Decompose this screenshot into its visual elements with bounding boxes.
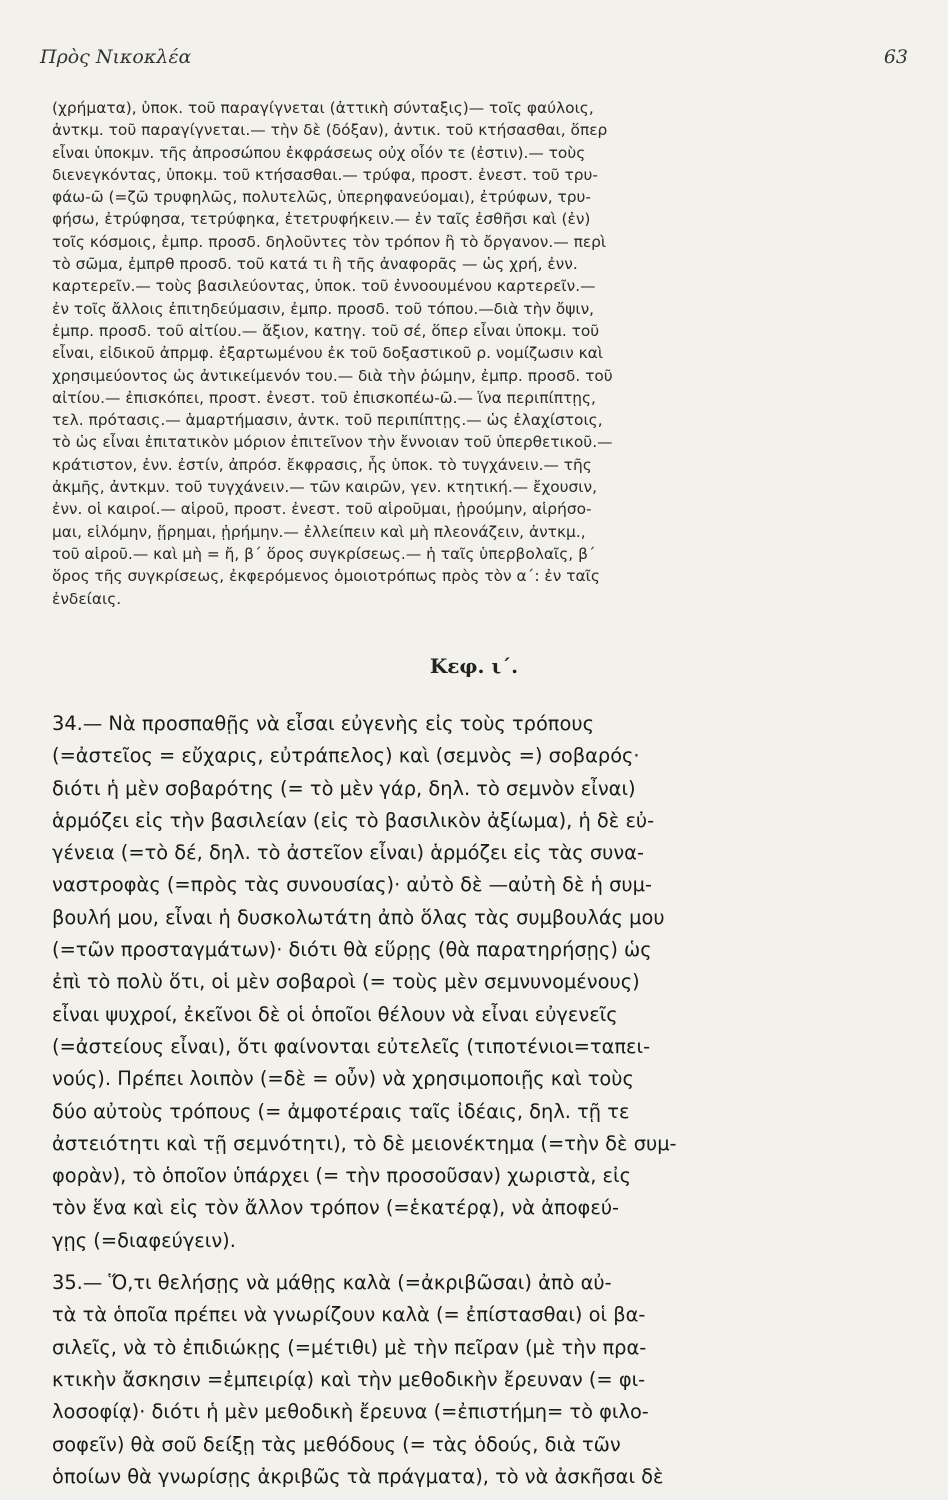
text-line: βουλή μου, εἶναι ἡ δυσκολωτάτη ἀπὸ ὅλας τὰς συμβουλάς μου [52, 905, 665, 929]
text-line: σοφεῖν) θὰ σοῦ δείξῃ τὰς μεθόδους (= τὰς ὁδούς, διὰ τῶν [52, 1432, 621, 1456]
text-line: γένεια (=τὸ δέ, δηλ. τὸ ἀστεῖον εἶναι) ἁρμόζει εἰς τὰς συνα- [52, 841, 644, 865]
commentary-line: τοῦ αἱροῦ.— καὶ μὴ = ἤ, β΄ ὅρος συγκρίσεως.— ἡ ταῖς ὑπερβολαῖς, β΄ [52, 544, 596, 563]
paragraph-gap [52, 1257, 884, 1267]
commentary-line: ὅρος τῆς συγκρίσεως, ἐκφερόμενος ὁμοιοτρόπως πρὸς τὸν α΄: ἐν ταῖς [52, 567, 600, 586]
chapter-heading: Κεφ. ι΄. [429, 654, 519, 678]
commentary-line: (χρήματα), ὑποκ. τοῦ παραγίγνεται (ἀττικὴ σύνταξις)— τοῖς φαύλοις, [52, 99, 594, 117]
commentary-line: εἶναι ὑποκμν. τῆς ἀπροσώπου ἐκφράσεως οὐχ οἷόν τε (ἐστιν).— τοὺς [52, 143, 586, 162]
commentary-line: διενεγκόντας, ὑποκμ. τοῦ κτήσασθαι.— τρύφα, προστ. ἐνεστ. τοῦ τρυ- [52, 165, 598, 184]
commentary-line: ἐνν. οἱ καιροί.— αἱροῦ, προστ. ἐνεστ. τοῦ αἱροῦμαι, ᾑρούμην, αἱρήσο- [52, 500, 592, 519]
text-line: εἶναι ψυχροί, ἐκεῖνοι δὲ οἱ ὁποῖοι θέλουν νὰ εἶναι εὐγενεῖς [52, 1002, 618, 1026]
commentary-line: τοῖς κόσμοις, ἐμπρ. προσδ. δηλοῦντες τὸν τρόπον ἢ τὸ ὄργανον.— περὶ [52, 232, 607, 251]
text-line: τὸν ἕνα καὶ εἰς τὸν ἄλλον τρόπον (=ἑκατέρᾳ), νὰ ἀποφεύ- [52, 1196, 620, 1220]
running-title: Πρὸς Νικοκλέα [40, 46, 192, 68]
text-line: (=ἀστεῖος = εὔχαρις, εὐτράπελος) καὶ (σεμνὸς =) σοβαρός· [52, 744, 640, 768]
text-line: γῃς (=διαφεύγειν). [52, 1228, 236, 1252]
commentary-line: αἰτίου.— ἐπισκόπει, προστ. ἐνεστ. τοῦ ἐπισκοπέω-ῶ.— ἵνα περιπίπτῃς, [52, 388, 596, 407]
commentary-line: τελ. πρότασις.— ἁμαρτήμασιν, ἀντκ. τοῦ περιπίπτῃς.— ὡς ἐλαχίστοις, [52, 411, 603, 430]
text-line: (=ἀστείους εἶναι), ὅτι φαίνονται εὐτελεῖς (τιποτένιοι=ταπει- [52, 1034, 651, 1058]
text-line: διότι ἡ μὲν σοβαρότης (= τὸ μὲν γάρ, δηλ. τὸ σεμνὸν εἶναι) [52, 776, 636, 800]
commentary-line: ἐνδείαις. [52, 589, 122, 608]
text-line: φορὰν), τὸ ὁποῖον ὑπάρχει (= τὴν προσοῦσαν) χωριστὰ, εἰς [52, 1164, 631, 1188]
text-line: λοσοφίᾳ)· διότι ἡ μὲν μεθοδικὴ ἔρευνα (=ἐπιστήμη= τὸ φιλο- [52, 1400, 649, 1424]
commentary-line: μαι, εἱλόμην, ᾕρημαι, ᾑρήμην.— ἐλλείπειν καὶ μὴ πλεονάζειν, ἀντκμ., [52, 522, 586, 541]
text-line: δύο αὐτοὺς τρόπους (= ἀμφοτέραις ταῖς ἰδέαις, δηλ. τῇ τε [52, 1099, 630, 1123]
commentary-line: χρησιμεύοντος ὡς ἀντικείμενόν του.— διὰ τὴν ῥώμην, ἐμπρ. προσδ. τοῦ [52, 366, 613, 385]
text-line: ἀστειότητι καὶ τῇ σεμνότητι), τὸ δὲ μειονέκτημα (=τὴν δὲ συμ- [52, 1131, 677, 1155]
commentary-line: εἶναι, εἰδικοῦ ἀπρμφ. ἐξαρτωμένου ἐκ τοῦ δοξαστικοῦ ρ. νομίζωσιν καὶ [52, 344, 604, 363]
page-number: 63 [883, 46, 908, 68]
commentary-notes [52, 97, 878, 610]
commentary-line: τὸ ὡς εἶναι ἐπιτατικὸν μόριον ἐπιτεῖνον τὴν ἔννοιαν τοῦ ὑπερθετικοῦ.— [52, 433, 613, 452]
text-line: ἁρμόζει εἰς τὴν βασιλείαν (εἰς τὸ βασιλικὸν ἀξίωμα), ἡ δὲ εὐ- [52, 808, 655, 832]
commentary-line: ἀκμῆς, ἀντκμν. τοῦ τυγχάνειν.— τῶν καιρῶν, γεν. κτητική.— ἔχουσιν, [52, 478, 597, 497]
text-line: τὰ τὰ ὁποῖα πρέπει νὰ γνωρίζουν καλὰ (= ἐπίστασθαι) οἱ βα- [52, 1303, 646, 1327]
paragraph-35 [52, 1267, 884, 1493]
text-line: 34.— Νὰ προσπαθῇς νὰ εἶσαι εὐγενὴς εἰς τοὺς τρόπους [52, 712, 594, 735]
text-line: ἐπὶ τὸ πολὺ ὅτι, οἱ μὲν σοβαροὶ (= τοὺς μὲν σεμνυνομένους) [52, 970, 640, 994]
commentary-line: ἐν τοῖς ἄλλοις ἐπιτηδεύμασιν, ἐμπρ. προσδ. τοῦ τόπου.—διὰ τὴν ὄψιν, [52, 299, 595, 318]
commentary-line: φάω-ῶ (=ζῶ τρυφηλῶς, πολυτελῶς, ὑπερηφανεύομαι), ἐτρύφων, τρυ- [52, 188, 591, 207]
commentary-line: φήσω, ἐτρύφησα, τετρύφηκα, ἐτετρυφήκειν.— ἐν ταῖς ἐσθῆσι καὶ (ἐν) [52, 210, 591, 229]
text-line: σιλεῖς, νὰ τὸ ἐπιδιώκῃς (=μέτιθι) μὲ τὴν πεῖραν (μὲ τὴν πρα- [52, 1335, 647, 1359]
text-line: κτικὴν ἄσκησιν =ἐμπειρίᾳ) καὶ τὴν μεθοδικὴν ἔρευναν (= φι- [52, 1367, 646, 1391]
text-line: ὁποίων θὰ γνωρίσῃς ἀκριβῶς τὰ πράγματα), τὸ νὰ ἀσκῆσαι δὲ [52, 1464, 664, 1488]
commentary-line: ἀντκμ. τοῦ παραγίγνεται.— τὴν δὲ (δόξαν), ἀντικ. τοῦ κτήσασθαι, ὅπερ [52, 121, 608, 140]
commentary-line: κράτιστον, ἐνν. ἐστίν, ἀπρόσ. ἔκφρασις, ἧς ὑποκ. τὸ τυγχάνειν.— τῆς [52, 455, 592, 474]
page-header [40, 46, 908, 76]
commentary-line: ἐμπρ. προσδ. τοῦ αἰτίου.— ἄξιον, κατηγ. τοῦ σέ, ὅπερ εἶναι ὑποκμ. τοῦ [52, 321, 600, 340]
text-line: (=τῶν προσταγμάτων)· διότι θὰ εὕρῃς (θὰ παρατηρήσῃς) ὡς [52, 938, 652, 962]
text-line: 35.— Ὅ,τι θελήσῃς νὰ μάθῃς καλὰ (=ἀκριβῶσαι) ἀπὸ αὐ- [52, 1271, 612, 1295]
text-line: ναστροφὰς (=πρὸς τὰς συνουσίας)· αὐτὸ δὲ —αὐτὴ δὲ ἡ συμ- [52, 873, 652, 897]
commentary-line: τὸ σῶμα, ἐμπρθ προσδ. τοῦ κατά τι ἢ τῆς ἀναφορᾶς — ὡς χρή, ἐνν. [52, 255, 578, 274]
paragraph-34 [52, 708, 884, 1257]
commentary-line: καρτερεῖν.— τοὺς βασιλεύοντας, ὑποκ. τοῦ ἐννοουμένου καρτερεῖν.— [52, 277, 596, 296]
main-text [52, 708, 884, 1493]
text-line: νούς). Πρέπει λοιπὸν (=δὲ = οὖν) νὰ χρησιμοποιῇς καὶ τοὺς [52, 1067, 634, 1091]
